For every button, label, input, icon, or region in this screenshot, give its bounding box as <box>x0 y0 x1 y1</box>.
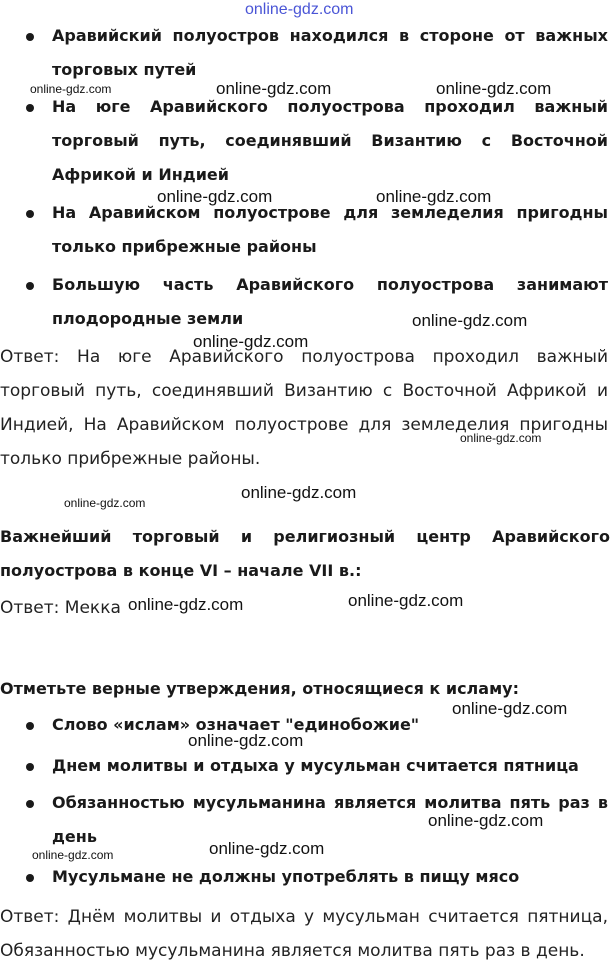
watermark: online-gdz.com <box>128 595 244 614</box>
watermark: online-gdz.com <box>209 839 325 858</box>
watermark: online-gdz.com <box>32 848 114 862</box>
watermark: online-gdz.com <box>30 82 112 96</box>
list-item <box>22 196 608 264</box>
watermark: online-gdz.com <box>436 79 552 98</box>
list-item <box>22 860 608 894</box>
watermark: online-gdz.com <box>193 332 309 351</box>
bullet-icon <box>26 33 34 41</box>
list-item-text: На Аравийском полуострове для земледелия пригодны только прибрежные районы <box>52 203 608 256</box>
list-item-text: Обязанностью мусульманина является молитва пять раз в день <box>52 793 608 846</box>
watermark: online-gdz.com <box>157 187 273 206</box>
answer-text: Ответ: Днём молитвы и отдыха у мусульман считается пятница, Обязанностью мусульманина является молитва пять раз в день. <box>0 907 608 961</box>
list-item-text: Большую часть Аравийского полуострова занимают плодородные земли <box>52 275 608 328</box>
list-item-text: Мусульмане не должны употреблять в пищу мясо <box>52 867 520 886</box>
bullet-icon <box>26 104 34 112</box>
list-item-text: Аравийский полуостров находился в стороне от важных торговых путей <box>52 26 608 79</box>
top-watermark: online-gdz.com <box>245 1 354 18</box>
list-item-text: На юге Аравийского полуострова проходил важный торговый путь, соединявший Византию с Восточной Африкой и Индией <box>52 97 608 184</box>
question-heading: Отметьте верные утверждения, относящиеся к исламу: <box>0 679 519 698</box>
answer-text: Ответ: На юге Аравийского полуострова проходил важный торговый путь, соединявший Византию с Восточной Африкой и Индией, На Аравийском полуострове для земледелия пригодны только прибрежные районы. <box>0 347 608 469</box>
bullet-icon <box>26 763 34 771</box>
watermark: online-gdz.com <box>412 311 528 330</box>
bullet-icon <box>26 800 34 808</box>
watermark: online-gdz.com <box>241 483 357 502</box>
watermark: online-gdz.com <box>376 187 492 206</box>
bullet-icon <box>26 874 34 882</box>
bullet-icon <box>26 282 34 290</box>
list-item <box>22 749 608 783</box>
watermark: online-gdz.com <box>188 731 304 750</box>
list-item <box>22 19 608 87</box>
list-item <box>22 90 608 192</box>
watermark: online-gdz.com <box>64 496 146 510</box>
bullet-icon <box>26 210 34 218</box>
watermark: online-gdz.com <box>348 591 464 610</box>
watermark: online-gdz.com <box>216 79 332 98</box>
bullet-icon <box>26 722 34 730</box>
answer-text: Ответ: Мекка <box>0 598 121 618</box>
list-item-text: Днем молитвы и отдыха у мусульман считается пятница <box>52 756 579 775</box>
watermark: online-gdz.com <box>460 431 542 445</box>
list-item-text: Слово «ислам» означает "единобожие" <box>52 715 420 734</box>
watermark: online-gdz.com <box>428 811 544 830</box>
watermark: online-gdz.com <box>452 699 568 718</box>
question-heading: Важнейший торговый и религиозный центр Аравийского полуострова в конце VI – начале VII в.: <box>0 527 610 580</box>
